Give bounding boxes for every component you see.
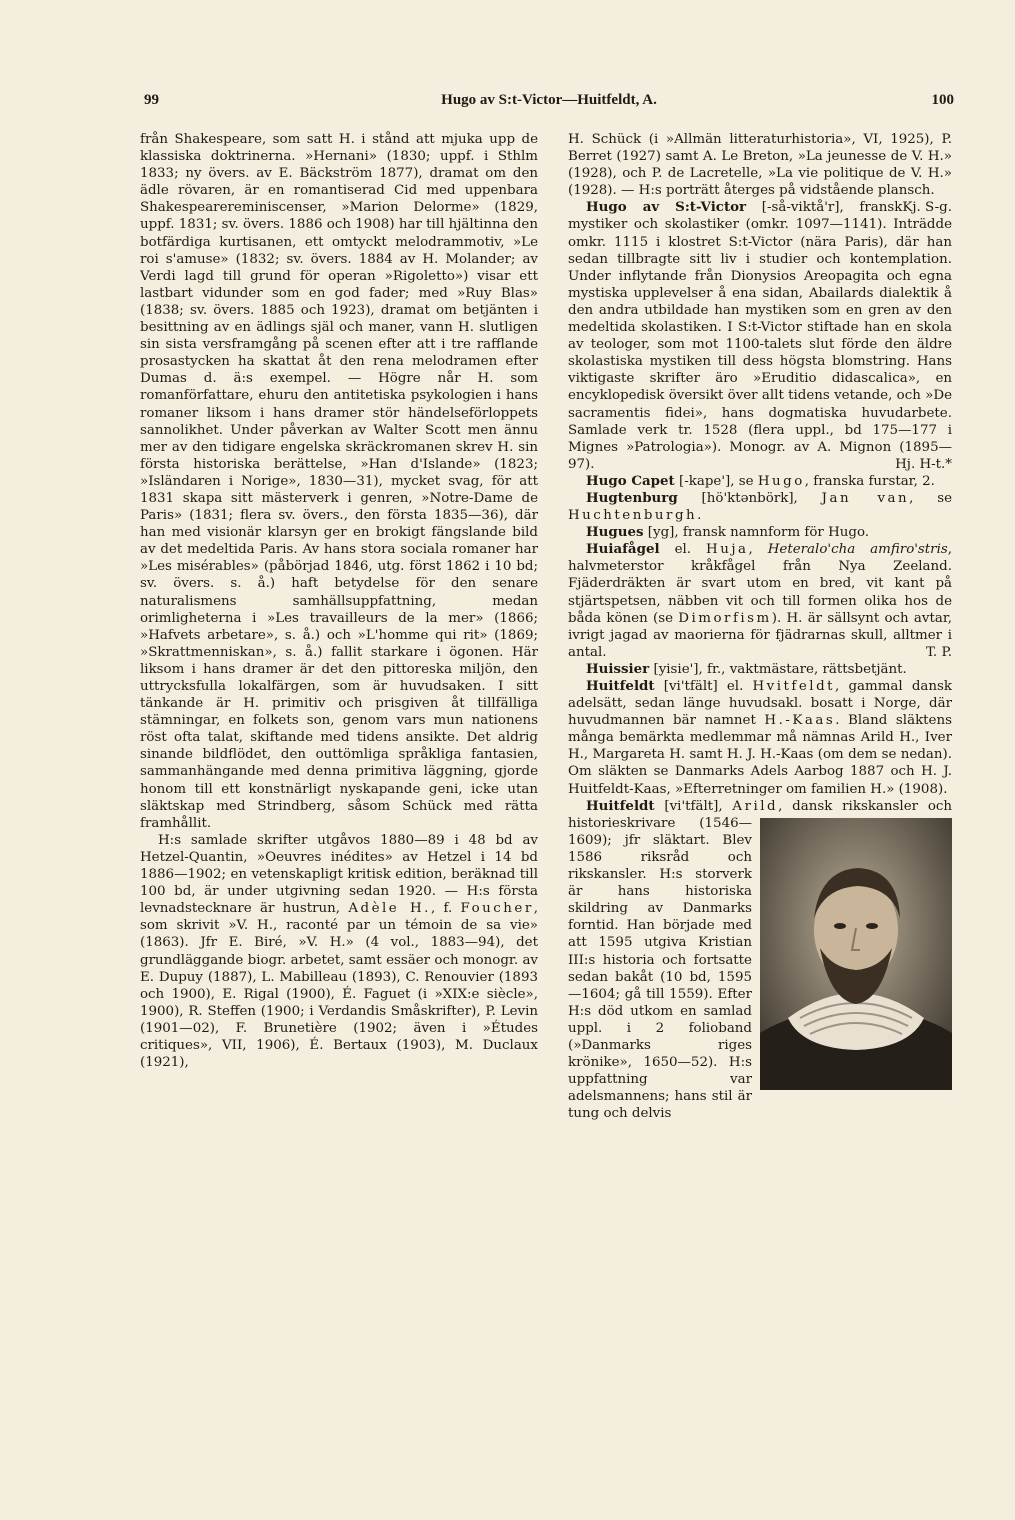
person-name-adele: Adèle H. (348, 901, 431, 917)
person-name: Jan van (821, 490, 910, 506)
headword: Hugues (586, 524, 644, 541)
headword: Huissier (586, 660, 650, 677)
latin-name: Heteralo'cha amfiro'stris (767, 542, 948, 558)
left-column (140, 131, 538, 1071)
person-name: Arild (732, 798, 779, 814)
entry-huissier: Huissier [yisie'], fr., vaktmästare, rättsbetjänt. (586, 660, 907, 677)
headword: Huiafågel (586, 541, 660, 558)
headword: Hugtenburg (586, 489, 678, 506)
cross-reference: Hugo (757, 473, 805, 489)
cross-reference: Huja (706, 542, 749, 558)
entry-huitfeldt-arild: Huitfeldt [vi'tfält], Arild , dansk rikskansler och historieskrivare (1546—1609); jfr släktart. Blev 1586 riksråd och rikskansler. H:s storverk är hans historiska skildring av Danmarks forntid. Han började med att 1595 utgiva Kristian III:s historia och fortsatte sedan bakåt (10 bd, 1595—1604; gå till 1559). Efter H:s död utkom en samlad uppl. i 2 folioband (»Danmarks riges krönike», 1650—52). H:s uppfattning var adelsmannens; hans stil är tung och delvis (568, 797, 953, 1122)
page-number-left: 99 (144, 92, 159, 108)
running-head: Hugo av S:t-Victor—Huitfeldt, A. (441, 92, 657, 108)
cross-reference: H.-Kaas (764, 713, 836, 729)
entry-hugo-capet: Hugo Capet [-kape'], se Hugo, franska furstar, 2. (586, 472, 935, 489)
hugo-bibliography-continuation: H. Schück (i »Allmän litteraturhistoria», VI, 1925), P. Berret (1927) samt A. Le Breton, »La jeunesse de V. H.» (1928), och P. de Lacretelle, »La vie politique de V. H.» (1928). — H:s porträtt återges på vidstående plansch. Kj. S-g. (568, 132, 952, 216)
headword: Huitfeldt (586, 797, 655, 814)
author-signature: Hj. H-t.* (895, 456, 952, 472)
hugo-bibliography-paragraph: H:s samlade skrifter utgåvos 1880—89 i 48 bd av Hetzel-Quantin, »Oeuvres inédites» av Hetzel i 14 bd 1886—1902; en vetenskapligt kritisk edition, beräknad till 100 bd, är under utgivning sedan 1920. — H:s första levnadstecknare är hustrun, Adèle H., f. Foucher, som skrivit »V. H., raconté par un témoin de sa vie» (1863). Jfr E. Biré, »V. H.» (4 vol., 1883—94), det grundläggande biogr. arbetet, samt essäer och monogr. av E. Dupuy (1887), L. Mabilleau (1893), C. Renouvier (1893 och 1900), E. Rigal (1900), É. Faguet (i »XIX:e siècle», 1900), R. Steffen (1900; i Verdandis Småskrifter), P. Levin (1901—02), F. Brunetière (1902; även i »Études critiques», VII, 1906), É. Bertaux (1903), M. Duclaux (1921), (140, 832, 538, 1071)
entry-hugues: Hugues [yg], fransk namnform för Hugo. (586, 524, 870, 541)
page-number-right: 100 (931, 92, 954, 108)
headword: Hugo Capet (586, 472, 675, 489)
author-signature: T. P. (925, 644, 952, 660)
entry-huiafagel: Huiafågel el. Huja, Heteralo'cha amfiro'stris, halvmeterstor kråkfågel från Nya Zeeland. Fjäderdräkten är svart utom en bred, vit kant på stjärtspetsen, näbben vit och till formen olika hos de båda könen (se Dimorfism). H. är sällsynt och avtar, ivrigt jagad av maorierna för fjädrarnas skull, alltmer i antal. T. P. (568, 541, 953, 660)
entry-hugtenburg: Hugtenburg [hö'ktənbörk], Jan van, se Huchtenburgh. (568, 489, 953, 524)
portrait-image (760, 818, 952, 1090)
author-signature: Kj. S-g. (902, 200, 952, 216)
cross-reference: Hvitfeldt (752, 679, 836, 694)
headword: Hugo av S:t-Victor (586, 199, 747, 216)
page-header (144, 92, 954, 114)
hugo-continuation-paragraph: från Shakespeare, som satt H. i stånd att mjuka upp de klassiska doktrinerna. »Hernani» (1830; uppf. i Sthlm 1833; ny övers. av E. Bäckström 1877), dramat om den ädle rövaren, är en romantiserad Cid med uppenbara Shakespearereminiscenser, »Marion Delorme» (1829, uppf. 1831; sv. övers. 1886 och 1908) har till hjältinna den botfärdiga kurtisanen, ett omtyckt melodrammotiv, »Le roi s'amuse» (1832; sv. övers. 1884 av H. Molander; av Verdi lagd till grund för operan »Rigoletto») visar ett lastbart vidunder som en god fader; med »Ruy Blas» (1838; sv. övers. 1885 och 1923), dramat om betjänten i besittning av en ädlings själ och maner, vann H. slutligen sin sista versframgång på scenen efter att i tre rafflande prosastycken ha skattat åt den rena melodramen efter Dumas d. ä:s exempel. — Högre når H. som romanförfattare, ehuru den antitetiska psykologien i hans romaner liksom i hans dramer stör händelseförloppets sannolikhet. Under påverkan av Walter Scott men ännu mer av den tidigare engelska skräckromanen skrev H. sin första historiska berättelse, »Han d'Islande» (1823; »Isländaren i Norige», 1830—31), mycket svag, för att 1831 skapa sitt mästerverk i genren, »Notre-Dame de Paris» (1831; flera sv. övers., den första 1835—36), där han med visionär klarsyn ger en brokigt fängslande bild av det medeltida Paris. Av hans stora sociala romaner har »Les misérables» (påbörjad 1846, utg. först 1862 i 10 bd; sv. övers. s. å.) haft betydelse för den senare naturalismens samhällsuppfattning, medan orimligheterna i »Les travailleurs de la mer» (1866; »Hafvets arbetare», s. å.) och »L'homme qui rit» (1869; »Skrattmenniskan», s. å.) fallit starkare i ögonen. Här liksom i hans dramer är det den pittoreska miljön, den uttrycksfulla lokalfärgen, som är huvudsaken. I sitt tänkande är H. primitiv och prisgiven åt tillfälliga stämningar, en folkets son, genom vars mun nationens röst ofta talat, skiftande med tidens ansikte. Det aldrig sinande bildflödet, den outtömliga språkliga fantasien, sammanhängande med denna primitiva läggning, gjorde honom till ett konstnärligt nyskapande geni, icke utan släktskap med Strindberg, såsom Schück med rätta framhållit. (140, 132, 538, 831)
headword: Huitfeldt (586, 678, 655, 694)
cross-reference: Huchtenburgh (568, 508, 698, 524)
entry-hugo-av-st-victor: Hugo av S:t-Victor [-så-viktå'r], fransk mystiker och skolastiker (omkr. 1097—1141). Inträdde omkr. 1115 i klostret S:t-Victor (nära Paris), där han sedan tillbragte sitt liv i studier och kontemplation. Under inflytande från Dionysios Areopagita och egna mystiska upplevelser å ena sidan, Abailards dialektik å den andra utbildade han mystiken som en gren av den medeltida skolastiken. I S:t-Victor stiftade han en skola av teologer, som mot 1100-talets slut förde den äldre skolastiska mystiken till dess högsta blomstring. Hans viktigaste skrifter äro »Eruditio didascalica», en encyklopedisk översikt över allt tidens vetande, och »De sacramentis fidei», hans dogmatiska huvudarbete. Samlade verk tr. 1528 (flera uppl., bd 175—177 i Mignes »Patrologia»). Monogr. av A. Mignon (1895—97). Hj. H-t.* (568, 199, 952, 472)
cross-reference: Dimorfism (678, 610, 772, 626)
entry-huitfeldt-family: Huitfeldt [vi'tfält] el. Hvitfeldt, gammal dansk adelsätt, sedan länge huvudsakl. bosatt i Norge, där huvudmannen bär namnet H.-Kaas. Bland släktens många bemärkta medlemmar må nämnas Arild H., Iver H., Margareta H. samt H. J. H.-Kaas (om dem se nedan). Om släkten se Danmarks Adels Aarbog 1887 och H. J. Huitfeldt-Kaas, »Efterretninger om familien H.» (1908). (568, 678, 952, 797)
right-column (568, 131, 952, 1122)
portrait-illustration (760, 818, 952, 1090)
person-name-foucher: Foucher (460, 901, 534, 917)
